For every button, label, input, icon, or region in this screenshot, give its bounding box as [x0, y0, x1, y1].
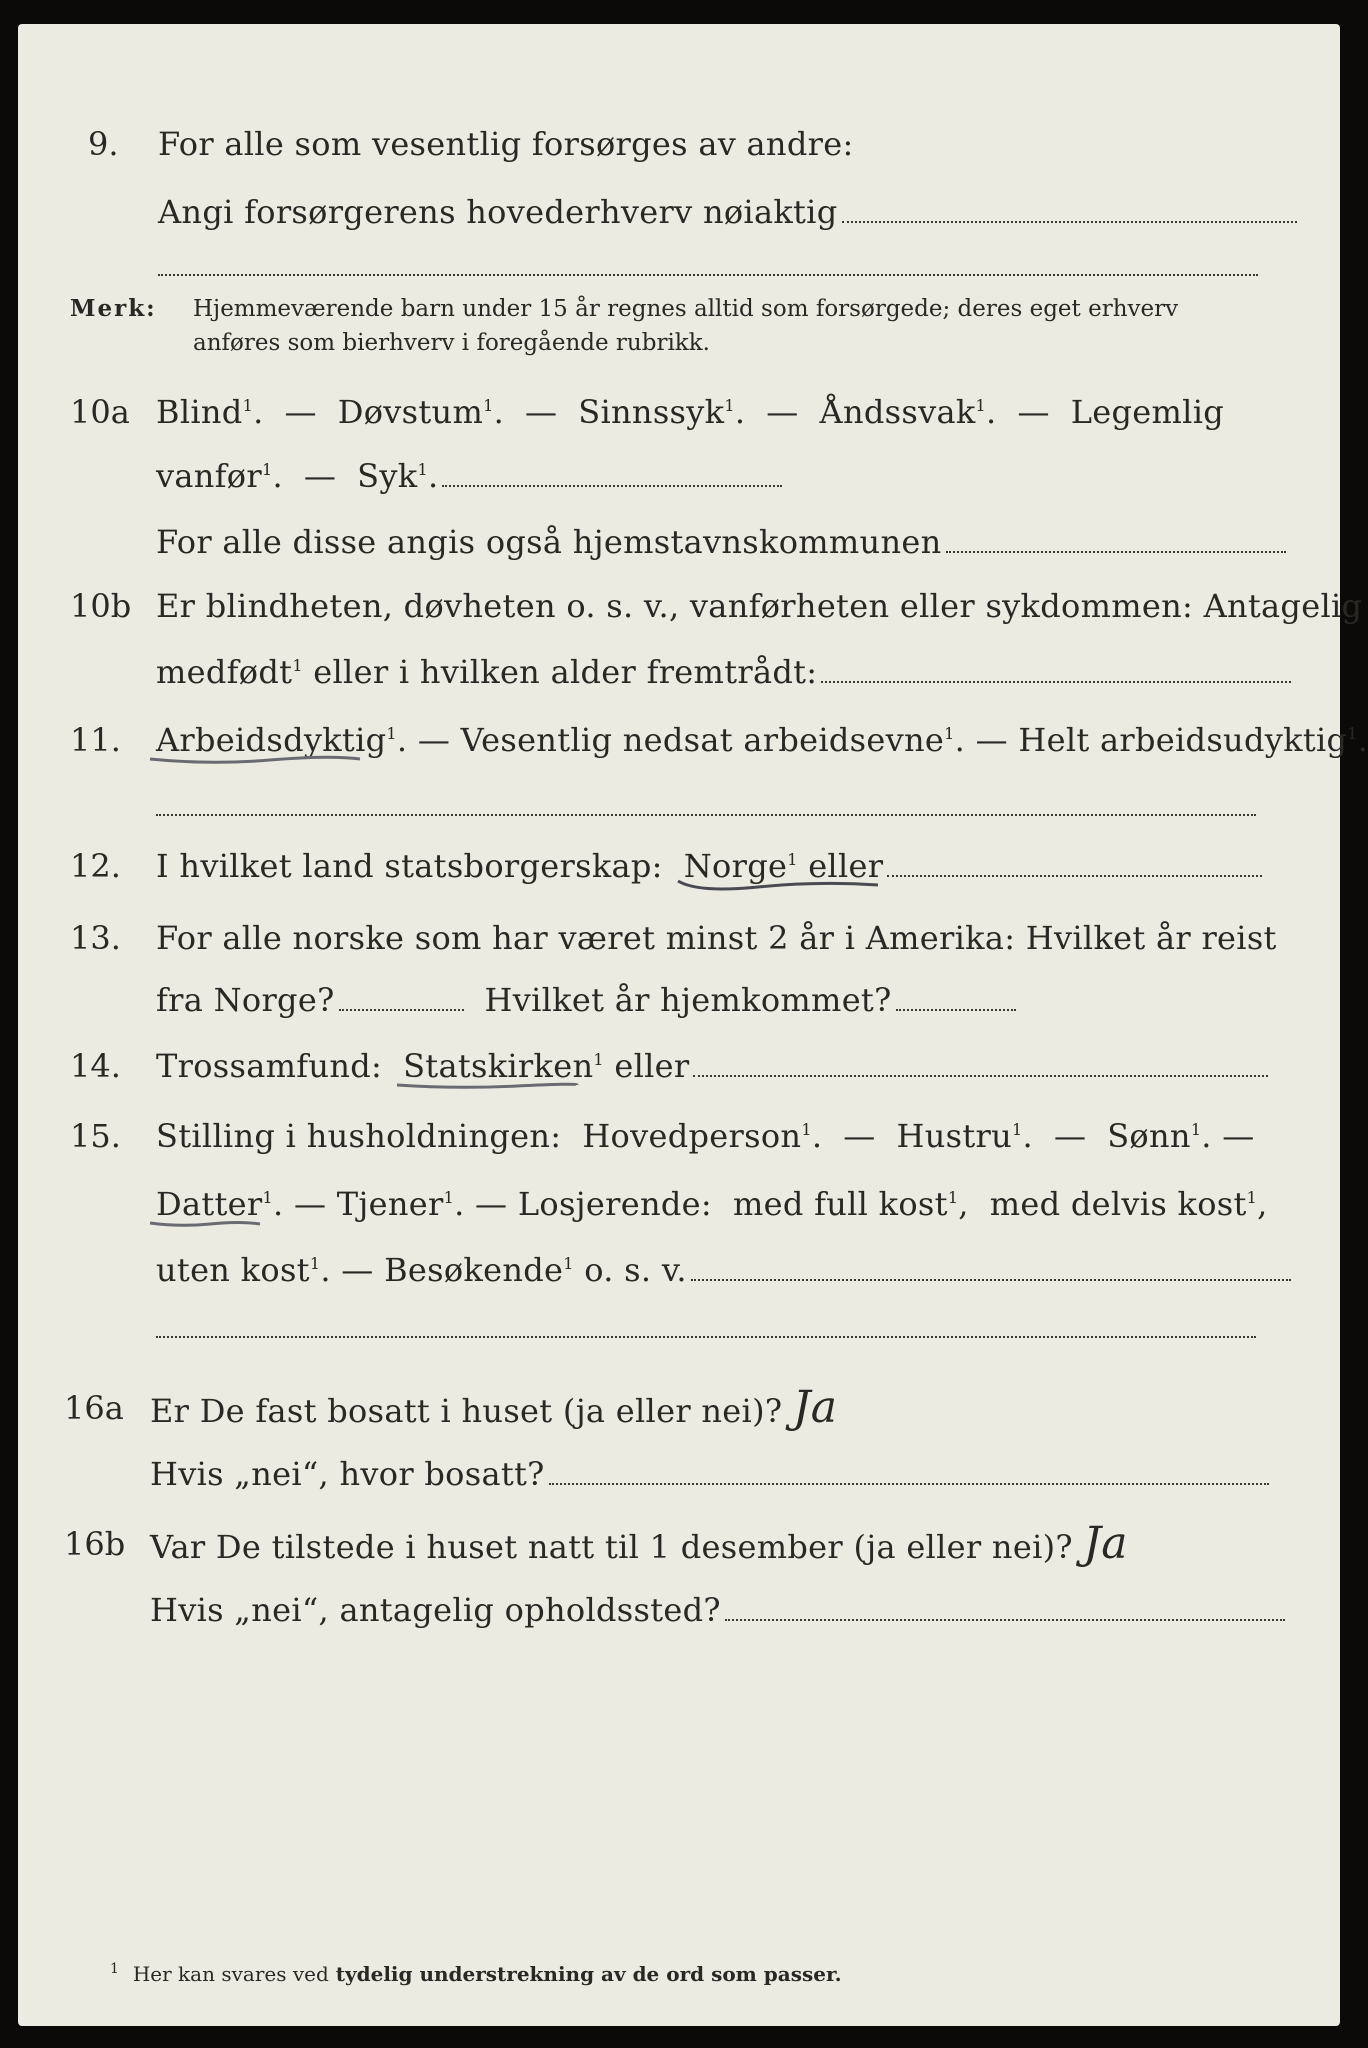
- q16a-line2: [150, 1454, 1269, 1494]
- q13-line2: [156, 980, 1016, 1020]
- handwritten-underline-icon: [150, 751, 360, 765]
- q11-vesentlig: Vesentlig nedsat arbeidsevne: [460, 721, 945, 759]
- q10b-line1: Er blindheten, døvheten o. s. v., vanførheten eller sykdommen: Antagelig: [156, 587, 1363, 625]
- q10a-legemlig: Legemlig: [1070, 393, 1225, 431]
- q13-hjem: Hvilket år hjemkommet?: [484, 981, 892, 1019]
- q13-reist-field[interactable]: [339, 1009, 464, 1011]
- q10b-medfodt: medfødt: [156, 653, 293, 691]
- q16a-bosatt-field[interactable]: [549, 1483, 1269, 1485]
- q16a-line1: [150, 1382, 838, 1433]
- q16b-line1: [150, 1518, 1128, 1569]
- q15-full: med full kost: [732, 1185, 948, 1223]
- q15-line3: uten kost$^1$. — Besøkende$^1$ o. s. v.: [156, 1250, 1291, 1290]
- q15-answer-field[interactable]: [691, 1279, 1291, 1281]
- merk-label: Merk:: [70, 295, 157, 322]
- q16b-answer[interactable]: Ja: [1083, 1518, 1128, 1569]
- footnote-plain: Her kan svares ved: [132, 1962, 329, 1986]
- q11-line1: Arbeidsdyktig $^1$. — Vesentlig nedsat arbeidsevne$^1$. — Helt arbeidsudyktig$^1$.: [156, 720, 1368, 760]
- q10a-syk-field[interactable]: [442, 485, 782, 487]
- q15-stilling: Stilling i husholdningen:: [156, 1117, 562, 1155]
- q13-line1: For alle norske som har været minst 2 år i Amerika: Hvilket år reist: [156, 919, 1277, 957]
- q16b-hvis: Hvis „nei“, antagelig opholdssted?: [150, 1591, 721, 1629]
- q10a-number: 10a: [70, 393, 130, 431]
- q16a-number: 16a: [64, 1389, 124, 1427]
- q10a-andssvak: Åndssvak: [819, 393, 976, 431]
- census-form-page: [18, 24, 1368, 2026]
- q10a-line3: [156, 522, 1286, 562]
- q10a-vanfor: vanfør: [156, 457, 262, 495]
- q16b-opholdssted-field[interactable]: [725, 1619, 1285, 1621]
- q11-number: 11.: [70, 721, 121, 759]
- q13-fra: fra Norge?: [156, 981, 335, 1019]
- q10a-hjemstavn-field[interactable]: [946, 551, 1286, 553]
- merk-line2: anføres som bierhverv i foregående rubrikk.: [193, 330, 710, 356]
- q14-answer-field[interactable]: [693, 1075, 1268, 1077]
- q15-datter: Datter: [156, 1185, 263, 1223]
- q10b-alder-field[interactable]: [821, 681, 1291, 683]
- q9-line1: For alle som vesentlig forsørges av andre:: [158, 125, 854, 163]
- q15-sonn: Sønn: [1107, 1117, 1191, 1155]
- q12-number: 12.: [70, 847, 121, 885]
- footnote-bold: tydelig understrekning av de ord som passer.: [335, 1962, 842, 1986]
- q10a-syk: Syk: [357, 457, 418, 495]
- q16a-hvis: Hvis „nei“, hvor bosatt?: [150, 1455, 545, 1493]
- handwritten-underline-icon: [150, 1215, 260, 1229]
- q9-answer-line2[interactable]: [158, 274, 1258, 276]
- footnote-mark: 1: [110, 1961, 119, 1977]
- q14-line: Trossamfund: Statskirken $^1$ eller: [156, 1046, 1268, 1086]
- q15-uten: uten kost: [156, 1251, 310, 1289]
- q15-answer-line2[interactable]: [156, 1336, 1256, 1338]
- q9-answer-field[interactable]: [842, 221, 1297, 223]
- q10b-line2: medfødt$^1$ eller i hvilken alder fremtrådt:: [156, 652, 1291, 692]
- q15-tjener: Tjener: [336, 1185, 444, 1223]
- q15-number: 15.: [70, 1117, 121, 1155]
- q12-answer-field[interactable]: [887, 875, 1262, 877]
- q11-answer-line[interactable]: [156, 814, 1256, 816]
- q10b-number: 10b: [70, 587, 132, 625]
- q16b-number: 16b: [64, 1525, 126, 1563]
- q9-line2-text: Angi forsørgerens hovederhverv nøiaktig: [158, 193, 838, 231]
- q9-line2: [158, 192, 1297, 232]
- footnote: [110, 1956, 842, 1987]
- q12-norge: Norge$^1$ eller: [684, 847, 884, 885]
- q15-losjerende: Losjerende:: [517, 1185, 712, 1223]
- q11-helt: Helt arbeidsudyktig: [1018, 721, 1348, 759]
- q16a-question: Er De fast bosatt i huset (ja eller nei)?: [150, 1392, 783, 1430]
- q14-text: Trossamfund:: [156, 1047, 383, 1085]
- q15-hustru: Hustru: [896, 1117, 1013, 1155]
- q11-arbeidsdyktig: Arbeidsdyktig: [156, 721, 386, 759]
- q16b-question: Var De tilstede i huset natt til 1 desember (ja eller nei)?: [150, 1528, 1073, 1566]
- q14-statskirken: Statskirken: [403, 1047, 593, 1085]
- q16a-answer[interactable]: Ja: [792, 1382, 838, 1433]
- q12-line: [156, 846, 1262, 886]
- q14-number: 14.: [70, 1047, 121, 1085]
- q15-hovedperson: Hovedperson: [582, 1117, 802, 1155]
- q13-number: 13.: [70, 919, 121, 957]
- q10a-line2: vanfør$^1$. — Syk$^1$.: [156, 456, 782, 496]
- handwritten-underline-icon: [678, 877, 878, 893]
- q15-line2: Datter $^1$. — Tjener$^1$. — Losjerende: med full kost$^1$, med delvis kost$^1$,: [156, 1184, 1268, 1224]
- q10a-blind: Blind: [156, 393, 243, 431]
- q15-osv: o. s. v.: [584, 1251, 687, 1289]
- q10a-dovstum: Døvstum: [337, 393, 484, 431]
- q10a-sinnssyk: Sinnssyk: [578, 393, 725, 431]
- q15-line1: Stilling i husholdningen: Hovedperson$^1$. — Hustru$^1$. — Sønn$^1$. —: [156, 1117, 1255, 1155]
- handwritten-underline-icon: [397, 1077, 577, 1091]
- q10a-line3-text: For alle disse angis også hjemstavnskommunen: [156, 523, 942, 561]
- merk-line1: Hjemmeværende barn under 15 år regnes alltid som forsørgede; deres eget erhverv: [193, 296, 1179, 322]
- q15-delvis: med delvis kost: [989, 1185, 1247, 1223]
- q10a-line1: Blind$^1$. — Døvstum$^1$. — Sinnssyk$^1$. — Åndssvak$^1$. — Legemlig: [156, 393, 1225, 431]
- q16b-line2: [150, 1590, 1285, 1630]
- q15-besokende: Besøkende: [384, 1251, 564, 1289]
- q9-number: 9.: [88, 125, 119, 163]
- q13-hjemkommet-field[interactable]: [896, 1009, 1016, 1011]
- q12-text: I hvilket land statsborgerskap:: [156, 847, 663, 885]
